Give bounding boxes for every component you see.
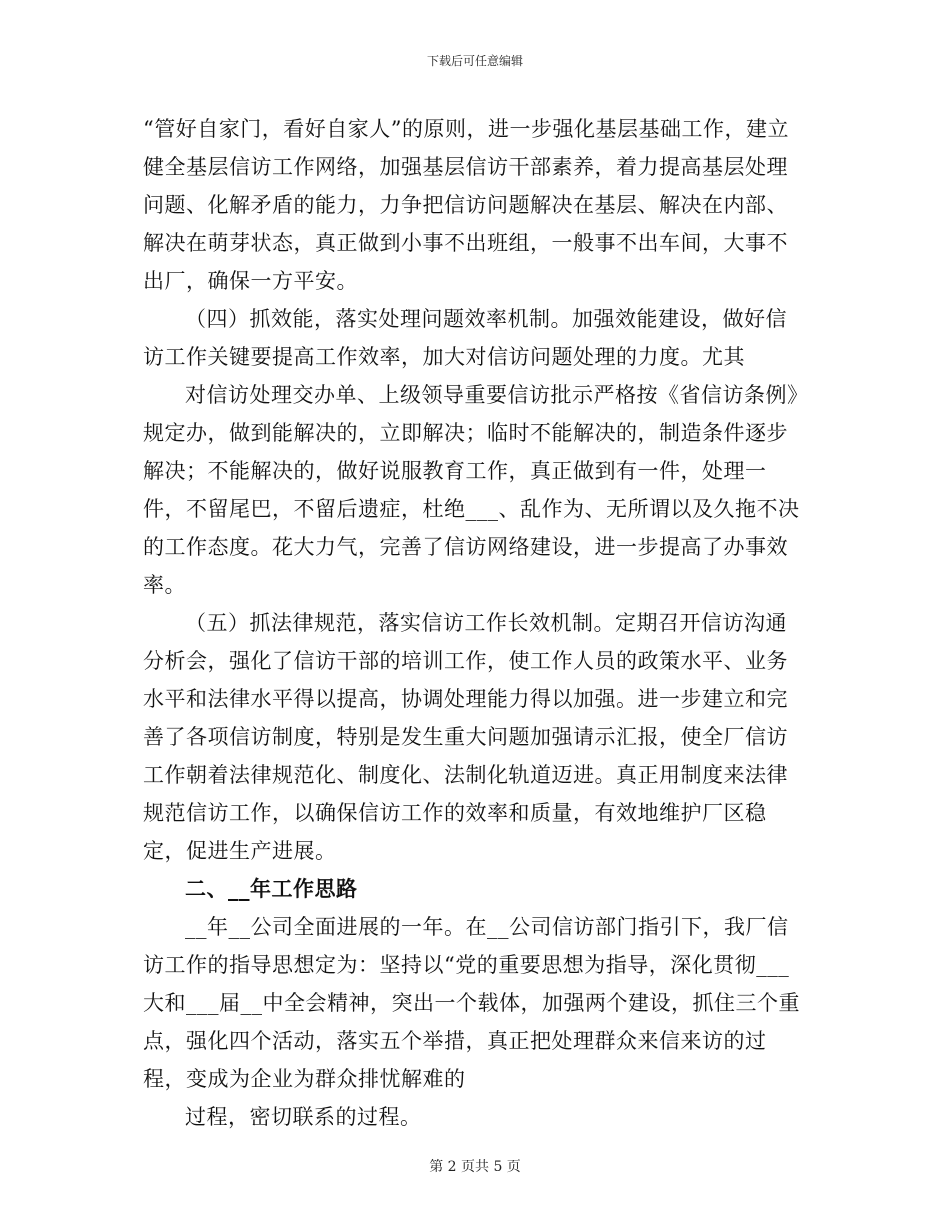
page-header: 下载后可任意编辑 bbox=[426, 54, 523, 68]
paragraph-handling: 对信访处理交办单、上级领导重要信访批示严格按《省信访条例》规定办，做到能解决的，立即解决；临时不能解决的，制造条件逐步解决；不能解决的，做好说服教育工作，真正做到有一件，处理一件，不留尾巴，不留后遗症，杜绝___、乱作为、无所谓以及久拖不决的工作态度。花大力气，完善了信访网络建设，进一步提高了办事效率。 bbox=[143, 383, 800, 597]
paragraph-principle: “管好自家门，看好自家人”的原则，进一步强化基层基础工作，建立健全基层信访工作网络，加强基层信访干部素养，着力提高基层处理问题、化解矛盾的能力，力争把信访问题解决在基层、解决在内部、解决在萌芽状态，真正做到小事不出班组，一般事不出车间，大事不出厂，确保一方平安。 bbox=[143, 117, 789, 293]
paragraph-efficiency: （四）抓效能，落实处理问题效率机制。加强效能建设，做好信访工作关键要提高工作效率，加大对信访问题处理的力度。尤其 bbox=[143, 307, 787, 369]
section-heading: 二、__年工作思路 bbox=[185, 876, 358, 901]
paragraph-work-plan: __年__公司全面进展的一年。在__公司信访部门指引下，我厂信访工作的指导思想定为：坚持以“党的重要思想为指导，深化贯彻___大和___届__中全会精神，突出一个载体，加强两个建设，抓住三个重点，强化四个活动，落实五个举措，真正把处理群众来信来访的过程，变成为企业为群众排忧解难的 bbox=[143, 915, 800, 1091]
paragraph-legal-norms: （五）抓法律规范，落实信访工作长效机制。定期召开信访沟通分析会，强化了信访干部的培训工作，使工作人员的政策水平、业务水平和法律水平得以提高，协调处理能力得以加强。进一步建立和完善了各项信访制度，特别是发生重大问题加强请示汇报，使全厂信访工作朝着法律规范化、制度化、法制化轨道迈进。真正用制度来法律规范信访工作，以确保信访工作的效率和质量，有效地维护厂区稳定，促进生产进展。 bbox=[143, 611, 788, 863]
page-footer: 第 2 页共 5 页 bbox=[429, 1159, 521, 1175]
paragraph-closing: 过程，密切联系的过程。 bbox=[185, 1105, 422, 1129]
document-body bbox=[143, 110, 803, 1136]
